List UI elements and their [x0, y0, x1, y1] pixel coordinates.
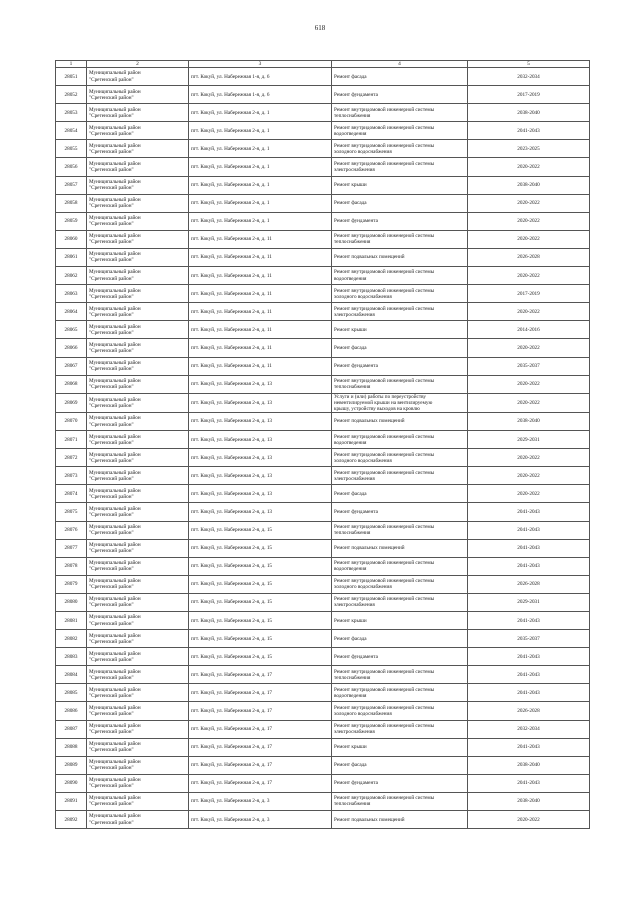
address-cell: пгт. Кокуй, ул. Набережная 2-я, д. 3 [189, 792, 332, 810]
work-type-cell: Ремонт фасада [332, 68, 468, 86]
address-cell: пгт. Кокуй, ул. Набережная 2-я, д. 1 [189, 194, 332, 212]
municipality-cell: Муниципальный район "Сретенский район" [87, 86, 189, 104]
row-number: 28071 [56, 431, 87, 449]
row-number: 28088 [56, 738, 87, 756]
work-type-cell: Ремонт фундамента [332, 357, 468, 375]
period-cell: 2020-2022 [468, 467, 590, 485]
period-cell: 2020-2022 [468, 375, 590, 393]
address-cell: пгт. Кокуй, ул. Набережная 2-я, д. 13 [189, 393, 332, 412]
address-cell: пгт. Кокуй, ул. Набережная 1-я, д. 6 [189, 68, 332, 86]
address-cell: пгт. Кокуй, ул. Набережная 2-я, д. 11 [189, 267, 332, 285]
municipality-cell: Муниципальный район "Сретенский район" [87, 176, 189, 194]
address-cell: пгт. Кокуй, ул. Набережная 2-я, д. 13 [189, 467, 332, 485]
table-row [56, 321, 590, 339]
table-body [56, 68, 590, 829]
table-row [56, 666, 590, 684]
row-number: 28054 [56, 122, 87, 140]
period-cell: 2020-2022 [468, 303, 590, 321]
work-type-cell: Ремонт подвальных помещений [332, 811, 468, 829]
address-cell: пгт. Кокуй, ул. Набережная 2-я, д. 11 [189, 285, 332, 303]
row-number: 28084 [56, 666, 87, 684]
work-type-cell: Ремонт внутридомовой инженерной системы холодного водоснабжения [332, 702, 468, 720]
period-cell: 2041-2043 [468, 738, 590, 756]
table-row [56, 449, 590, 467]
table-row [56, 285, 590, 303]
period-cell: 2020-2022 [468, 212, 590, 230]
row-number: 28062 [56, 267, 87, 285]
municipality-cell: Муниципальный район "Сретенский район" [87, 485, 189, 503]
municipality-cell: Муниципальный район "Сретенский район" [87, 267, 189, 285]
work-type-cell: Ремонт внутридомовой инженерной системы теплоснабжения [332, 666, 468, 684]
municipality-cell: Муниципальный район "Сретенский район" [87, 248, 189, 266]
address-cell: пгт. Кокуй, ул. Набережная 2-я, д. 13 [189, 431, 332, 449]
row-number: 28091 [56, 792, 87, 810]
table-row [56, 593, 590, 611]
row-number: 28065 [56, 321, 87, 339]
municipality-cell: Муниципальный район "Сретенский район" [87, 612, 189, 630]
address-cell: пгт. Кокуй, ул. Набережная 2-я, д. 15 [189, 521, 332, 539]
municipality-cell: Муниципальный район "Сретенский район" [87, 521, 189, 539]
table-row [56, 412, 590, 430]
row-number: 28079 [56, 575, 87, 593]
address-cell: пгт. Кокуй, ул. Набережная 2-я, д. 17 [189, 684, 332, 702]
period-cell: 2041-2043 [468, 612, 590, 630]
address-cell: пгт. Кокуй, ул. Набережная 2-я, д. 15 [189, 575, 332, 593]
period-cell: 2032-2034 [468, 68, 590, 86]
municipality-cell: Муниципальный район "Сретенский район" [87, 684, 189, 702]
address-cell: пгт. Кокуй, ул. Набережная 2-я, д. 3 [189, 811, 332, 829]
municipality-cell: Муниципальный район "Сретенский район" [87, 230, 189, 248]
page-number: 618 [314, 24, 326, 32]
table-row [56, 774, 590, 792]
municipality-cell: Муниципальный район "Сретенский район" [87, 339, 189, 357]
municipality-cell: Муниципальный район "Сретенский район" [87, 720, 189, 738]
period-cell: 2029-2031 [468, 593, 590, 611]
row-number: 28068 [56, 375, 87, 393]
row-number: 28085 [56, 684, 87, 702]
period-cell: 2026-2028 [468, 702, 590, 720]
municipality-cell: Муниципальный район "Сретенский район" [87, 68, 189, 86]
table-row [56, 393, 590, 412]
period-cell: 2020-2022 [468, 811, 590, 829]
work-type-cell: Ремонт внутридомовой инженерной системы теплоснабжения [332, 792, 468, 810]
work-type-cell: Ремонт внутридомовой инженерной системы электроснабжения [332, 593, 468, 611]
table-row [56, 756, 590, 774]
row-number: 28077 [56, 539, 87, 557]
work-type-cell: Ремонт фасада [332, 630, 468, 648]
capital-repair-table [55, 60, 590, 829]
table-row [56, 503, 590, 521]
row-number: 28083 [56, 648, 87, 666]
period-cell: 2041-2043 [468, 503, 590, 521]
period-cell: 2032-2034 [468, 720, 590, 738]
row-number: 28063 [56, 285, 87, 303]
work-type-cell: Ремонт внутридомовой инженерной системы холодного водоснабжения [332, 449, 468, 467]
address-cell: пгт. Кокуй, ул. Набережная 2-я, д. 11 [189, 248, 332, 266]
municipality-cell: Муниципальный район "Сретенский район" [87, 666, 189, 684]
column-header-5: 5 [468, 61, 590, 68]
work-type-cell: Ремонт подвальных помещений [332, 248, 468, 266]
period-cell: 2038-2040 [468, 104, 590, 122]
address-cell: пгт. Кокуй, ул. Набережная 2-я, д. 11 [189, 357, 332, 375]
row-number: 28087 [56, 720, 87, 738]
table-row [56, 648, 590, 666]
table-row [56, 68, 590, 86]
row-number: 28053 [56, 104, 87, 122]
work-type-cell: Ремонт внутридомовой инженерной системы холодного водоснабжения [332, 140, 468, 158]
table-row [56, 612, 590, 630]
row-number: 28074 [56, 485, 87, 503]
address-cell: пгт. Кокуй, ул. Набережная 2-я, д. 15 [189, 539, 332, 557]
address-cell: пгт. Кокуй, ул. Набережная 2-я, д. 13 [189, 449, 332, 467]
address-cell: пгт. Кокуй, ул. Набережная 2-я, д. 1 [189, 140, 332, 158]
work-type-cell: Ремонт подвальных помещений [332, 412, 468, 430]
address-cell: пгт. Кокуй, ул. Набережная 2-я, д. 11 [189, 230, 332, 248]
work-type-cell: Ремонт внутридомовой инженерной системы теплоснабжения [332, 375, 468, 393]
period-cell: 2017-2019 [468, 285, 590, 303]
table-row [56, 811, 590, 829]
table-row [56, 738, 590, 756]
municipality-cell: Муниципальный район "Сретенский район" [87, 194, 189, 212]
row-number: 28066 [56, 339, 87, 357]
work-type-cell: Ремонт внутридомовой инженерной системы электроснабжения [332, 720, 468, 738]
period-cell: 2020-2022 [468, 339, 590, 357]
period-cell: 2020-2022 [468, 449, 590, 467]
table-row [56, 702, 590, 720]
municipality-cell: Муниципальный район "Сретенский район" [87, 393, 189, 412]
work-type-cell: Ремонт внутридомовой инженерной системы водоотведения [332, 557, 468, 575]
period-cell: 2035-2037 [468, 357, 590, 375]
municipality-cell: Муниципальный район "Сретенский район" [87, 557, 189, 575]
municipality-cell: Муниципальный район "Сретенский район" [87, 811, 189, 829]
municipality-cell: Муниципальный район "Сретенский район" [87, 158, 189, 176]
work-type-cell: Ремонт фасада [332, 485, 468, 503]
work-type-cell: Ремонт внутридомовой инженерной системы электроснабжения [332, 303, 468, 321]
municipality-cell: Муниципальный район "Сретенский район" [87, 412, 189, 430]
address-cell: пгт. Кокуй, ул. Набережная 2-я, д. 17 [189, 666, 332, 684]
row-number: 28075 [56, 503, 87, 521]
period-cell: 2020-2022 [468, 267, 590, 285]
period-cell: 2020-2022 [468, 194, 590, 212]
table-row [56, 357, 590, 375]
table-row [56, 122, 590, 140]
period-cell: 2041-2043 [468, 666, 590, 684]
row-number: 28080 [56, 593, 87, 611]
work-type-cell: Ремонт фундамента [332, 212, 468, 230]
table-row [56, 720, 590, 738]
period-cell: 2041-2043 [468, 648, 590, 666]
table-row [56, 248, 590, 266]
period-cell: 2029-2031 [468, 431, 590, 449]
period-cell: 2020-2022 [468, 158, 590, 176]
row-number: 28067 [56, 357, 87, 375]
period-cell: 2026-2028 [468, 575, 590, 593]
row-number: 28072 [56, 449, 87, 467]
table-row [56, 104, 590, 122]
municipality-cell: Муниципальный район "Сретенский район" [87, 575, 189, 593]
row-number: 28082 [56, 630, 87, 648]
address-cell: пгт. Кокуй, ул. Набережная 2-я, д. 15 [189, 630, 332, 648]
row-number: 28089 [56, 756, 87, 774]
work-type-cell: Ремонт внутридомовой инженерной системы водоотведения [332, 431, 468, 449]
row-number: 28086 [56, 702, 87, 720]
period-cell: 2041-2043 [468, 557, 590, 575]
work-type-cell: Ремонт внутридомовой инженерной системы водоотведения [332, 267, 468, 285]
row-number: 28081 [56, 612, 87, 630]
period-cell: 2041-2043 [468, 122, 590, 140]
column-header-4: 4 [332, 61, 468, 68]
address-cell: пгт. Кокуй, ул. Набережная 2-я, д. 13 [189, 412, 332, 430]
table-row [56, 575, 590, 593]
row-number: 28057 [56, 176, 87, 194]
row-number: 28061 [56, 248, 87, 266]
municipality-cell: Муниципальный район "Сретенский район" [87, 792, 189, 810]
work-type-cell: Ремонт внутридомовой инженерной системы электроснабжения [332, 158, 468, 176]
municipality-cell: Муниципальный район "Сретенский район" [87, 539, 189, 557]
table-row [56, 521, 590, 539]
work-type-cell: Ремонт крыши [332, 612, 468, 630]
municipality-cell: Муниципальный район "Сретенский район" [87, 431, 189, 449]
table-row [56, 140, 590, 158]
address-cell: пгт. Кокуй, ул. Набережная 2-я, д. 17 [189, 738, 332, 756]
row-number: 28052 [56, 86, 87, 104]
row-number: 28070 [56, 412, 87, 430]
period-cell: 2014-2016 [468, 321, 590, 339]
municipality-cell: Муниципальный район "Сретенский район" [87, 648, 189, 666]
work-type-cell: Ремонт подвальных помещений [332, 539, 468, 557]
row-number: 28092 [56, 811, 87, 829]
row-number: 28069 [56, 393, 87, 412]
column-header-3: 3 [189, 61, 332, 68]
municipality-cell: Муниципальный район "Сретенский район" [87, 285, 189, 303]
municipality-cell: Муниципальный район "Сретенский район" [87, 212, 189, 230]
municipality-cell: Муниципальный район "Сретенский район" [87, 104, 189, 122]
period-cell: 2041-2043 [468, 684, 590, 702]
work-type-cell: Ремонт крыши [332, 738, 468, 756]
work-type-cell: Ремонт фасада [332, 194, 468, 212]
table-row [56, 630, 590, 648]
row-number: 28051 [56, 68, 87, 86]
work-type-cell: Ремонт внутридомовой инженерной системы теплоснабжения [332, 230, 468, 248]
municipality-cell: Муниципальный район "Сретенский район" [87, 375, 189, 393]
municipality-cell: Муниципальный район "Сретенский район" [87, 630, 189, 648]
table-row [56, 158, 590, 176]
work-type-cell: Ремонт фасада [332, 339, 468, 357]
row-number: 28073 [56, 467, 87, 485]
municipality-cell: Муниципальный район "Сретенский район" [87, 321, 189, 339]
municipality-cell: Муниципальный район "Сретенский район" [87, 357, 189, 375]
address-cell: пгт. Кокуй, ул. Набережная 2-я, д. 1 [189, 158, 332, 176]
address-cell: пгт. Кокуй, ул. Набережная 2-я, д. 17 [189, 756, 332, 774]
address-cell: пгт. Кокуй, ул. Набережная 2-я, д. 15 [189, 648, 332, 666]
address-cell: пгт. Кокуй, ул. Набережная 1-я, д. 6 [189, 86, 332, 104]
row-number: 28064 [56, 303, 87, 321]
period-cell: 2017-2019 [468, 86, 590, 104]
municipality-cell: Муниципальный район "Сретенский район" [87, 303, 189, 321]
work-type-cell: Ремонт внутридомовой инженерной системы холодного водоснабжения [332, 575, 468, 593]
address-cell: пгт. Кокуй, ул. Набережная 2-я, д. 13 [189, 503, 332, 521]
work-type-cell: Ремонт внутридомовой инженерной системы водоотведения [332, 684, 468, 702]
address-cell: пгт. Кокуй, ул. Набережная 2-я, д. 15 [189, 612, 332, 630]
address-cell: пгт. Кокуй, ул. Набережная 2-я, д. 1 [189, 122, 332, 140]
period-cell: 2038-2040 [468, 176, 590, 194]
period-cell: 2038-2040 [468, 412, 590, 430]
address-cell: пгт. Кокуй, ул. Набережная 2-я, д. 11 [189, 303, 332, 321]
table-row [56, 212, 590, 230]
table-header [56, 61, 590, 68]
address-cell: пгт. Кокуй, ул. Набережная 2-я, д. 11 [189, 339, 332, 357]
municipality-cell: Муниципальный район "Сретенский район" [87, 738, 189, 756]
address-cell: пгт. Кокуй, ул. Набережная 2-я, д. 17 [189, 774, 332, 792]
work-type-cell: Ремонт внутридомовой инженерной системы водоотведения [332, 122, 468, 140]
work-type-cell: Услуги и (или) работы по переустройству невентилируемой крыши на вентилируемую крышу, устройству выходов на кровлю [332, 393, 468, 412]
address-cell: пгт. Кокуй, ул. Набережная 2-я, д. 13 [189, 375, 332, 393]
column-header-1: 1 [56, 61, 87, 68]
table-row [56, 431, 590, 449]
table-row [56, 339, 590, 357]
municipality-cell: Муниципальный район "Сретенский район" [87, 449, 189, 467]
municipality-cell: Муниципальный район "Сретенский район" [87, 702, 189, 720]
address-cell: пгт. Кокуй, ул. Набережная 2-я, д. 11 [189, 321, 332, 339]
table-row [56, 485, 590, 503]
row-number: 28055 [56, 140, 87, 158]
table-row [56, 792, 590, 810]
address-cell: пгт. Кокуй, ул. Набережная 2-я, д. 15 [189, 557, 332, 575]
address-cell: пгт. Кокуй, ул. Набережная 2-я, д. 17 [189, 720, 332, 738]
municipality-cell: Муниципальный район "Сретенский район" [87, 774, 189, 792]
municipality-cell: Муниципальный район "Сретенский район" [87, 503, 189, 521]
address-cell: пгт. Кокуй, ул. Набережная 2-я, д. 1 [189, 104, 332, 122]
work-type-cell: Ремонт внутридомовой инженерной системы теплоснабжения [332, 104, 468, 122]
work-type-cell: Ремонт внутридомовой инженерной системы электроснабжения [332, 467, 468, 485]
row-number: 28058 [56, 194, 87, 212]
table-row [56, 557, 590, 575]
work-type-cell: Ремонт фундамента [332, 648, 468, 666]
work-type-cell: Ремонт фундамента [332, 503, 468, 521]
table-row [56, 267, 590, 285]
work-type-cell: Ремонт крыши [332, 176, 468, 194]
row-number: 28060 [56, 230, 87, 248]
period-cell: 2041-2043 [468, 521, 590, 539]
work-type-cell: Ремонт фундамента [332, 774, 468, 792]
table-row [56, 194, 590, 212]
work-type-cell: Ремонт внутридомовой инженерной системы теплоснабжения [332, 521, 468, 539]
municipality-cell: Муниципальный район "Сретенский район" [87, 140, 189, 158]
period-cell: 2041-2043 [468, 774, 590, 792]
address-cell: пгт. Кокуй, ул. Набережная 2-я, д. 13 [189, 485, 332, 503]
row-number: 28078 [56, 557, 87, 575]
period-cell: 2020-2022 [468, 230, 590, 248]
address-cell: пгт. Кокуй, ул. Набережная 2-я, д. 1 [189, 212, 332, 230]
period-cell: 2038-2040 [468, 756, 590, 774]
row-number: 28090 [56, 774, 87, 792]
municipality-cell: Муниципальный район "Сретенский район" [87, 756, 189, 774]
table-row [56, 539, 590, 557]
period-cell: 2026-2028 [468, 248, 590, 266]
municipality-cell: Муниципальный район "Сретенский район" [87, 467, 189, 485]
address-cell: пгт. Кокуй, ул. Набережная 2-я, д. 1 [189, 176, 332, 194]
address-cell: пгт. Кокуй, ул. Набережная 2-я, д. 17 [189, 702, 332, 720]
period-cell: 2023-2025 [468, 140, 590, 158]
work-type-cell: Ремонт фундамента [332, 86, 468, 104]
table-row [56, 86, 590, 104]
table-row [56, 230, 590, 248]
row-number: 28059 [56, 212, 87, 230]
row-number: 28076 [56, 521, 87, 539]
period-cell: 2038-2040 [468, 792, 590, 810]
work-type-cell: Ремонт фасада [332, 756, 468, 774]
work-type-cell: Ремонт внутридомовой инженерной системы холодного водоснабжения [332, 285, 468, 303]
table-row [56, 684, 590, 702]
period-cell: 2020-2022 [468, 485, 590, 503]
table-row [56, 375, 590, 393]
period-cell: 2041-2043 [468, 539, 590, 557]
table-row [56, 303, 590, 321]
row-number: 28056 [56, 158, 87, 176]
column-header-2: 2 [87, 61, 189, 68]
period-cell: 2035-2037 [468, 630, 590, 648]
table-row [56, 176, 590, 194]
work-type-cell: Ремонт крыши [332, 321, 468, 339]
address-cell: пгт. Кокуй, ул. Набережная 2-я, д. 15 [189, 593, 332, 611]
municipality-cell: Муниципальный район "Сретенский район" [87, 593, 189, 611]
municipality-cell: Муниципальный район "Сретенский район" [87, 122, 189, 140]
table-row [56, 467, 590, 485]
period-cell: 2020-2022 [468, 393, 590, 412]
